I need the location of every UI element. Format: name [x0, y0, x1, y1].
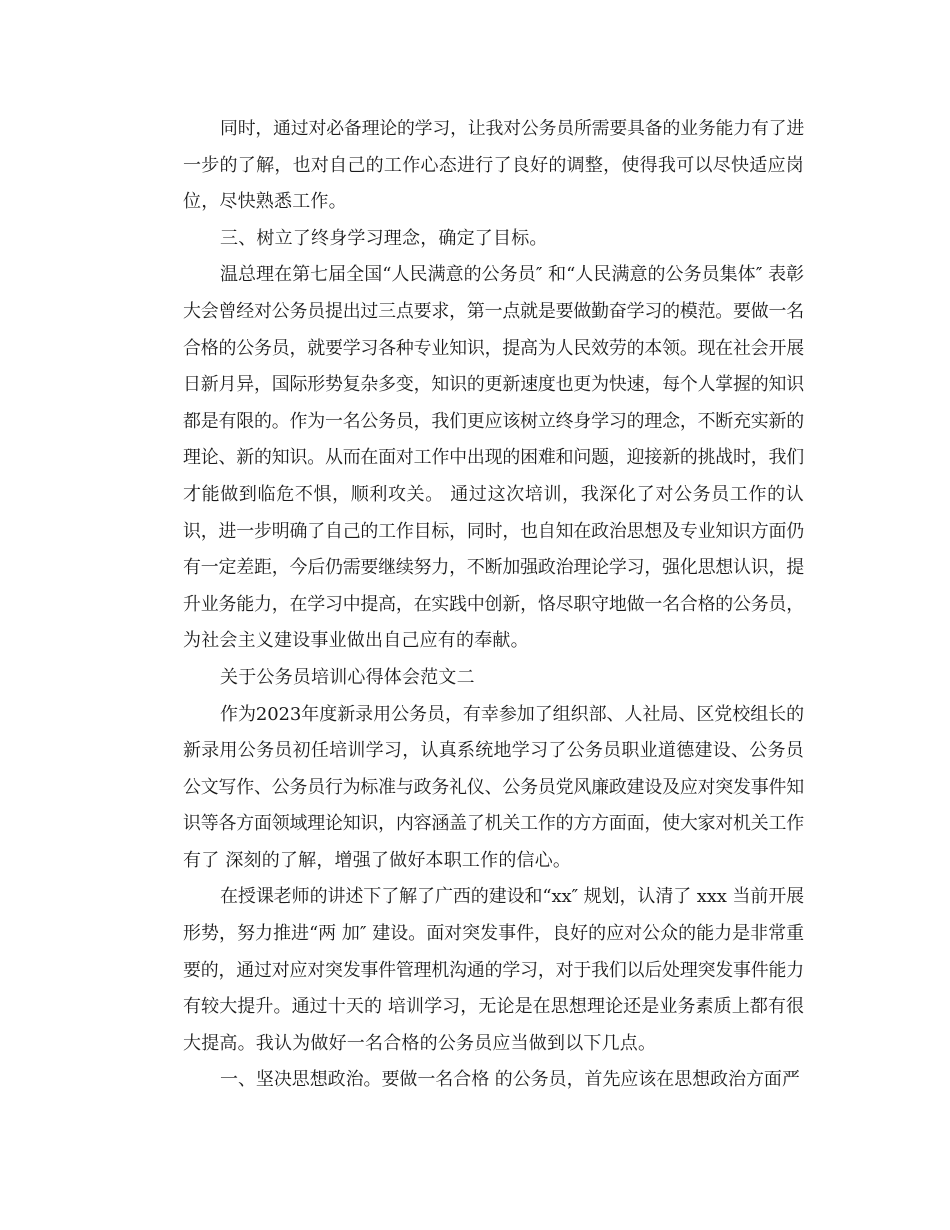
text-line: 一、坚决思想政治。要做一名合格 的公务员，首先应该在思想政治方面严 — [220, 1069, 800, 1091]
text-line: 同时，通过对必备理论的学习，让我对公务员所需要具备的业务能力有了进 — [220, 118, 804, 139]
text-line: 关于公务员培训心得体会范文二 — [220, 666, 475, 688]
text-line: 一步的了解，也对自己的工作心态进行了良好的调整，使得我可以尽快适应岗 — [183, 154, 804, 176]
text-line: 为社会主义建设事业做出自己应有的奉献。 — [183, 630, 529, 652]
document-body — [146, 111, 804, 1099]
text-line: 都是有限的。作为一名公务员，我们更应该树立终身学习的理念，不断充实新的 — [183, 410, 804, 432]
paragraph-4 — [146, 879, 804, 1062]
text-line: 有一定差距，今后仍需要继续努力，不断加强政治理论学习，强化思想认识，提 — [183, 557, 804, 579]
text-line: 才能做到临危不惧，顺利攻关。 通过这次培训，我深化了对公务员工作的认 — [183, 483, 804, 505]
text-line: 位，尽快熟悉工作。 — [183, 191, 347, 213]
text-line: 大提高。我认为做好一名合格的公务员应当做到以下几点。 — [183, 1032, 657, 1054]
text-line: 有较大提升。通过十天的 培训学习，无论是在思想理论还是业务素质上都有很 — [183, 996, 804, 1018]
article-title-2 — [146, 660, 804, 697]
text-line: 作为2023年度新录用公务员，有幸参加了组织部、人社局、区党校组长的 — [220, 703, 804, 725]
paragraph-3 — [146, 697, 804, 880]
text-line: 日新月异，国际形势复杂多变，知识的更新速度也更为快速，每个人掌握的知识 — [183, 374, 804, 396]
paragraph-1 — [146, 111, 804, 221]
text-line: 公文写作、公务员行为标准与政务礼仪、公务员党风廉政建设及应对突发事件知 — [183, 776, 804, 798]
text-line: 大会曾经对公务员提出过三点要求，第一点就是要做勤奋学习的模范。要做一名 — [183, 300, 804, 322]
paragraph-2 — [146, 257, 804, 660]
text-line: 合格的公务员，就要学习各种专业知识，提高为人民效劳的本领。现在社会开展 — [183, 337, 804, 359]
text-line: 识等各方面领域理论知识，内容涵盖了机关工作的方方面面，使大家对机关工作 — [183, 813, 804, 835]
section-heading-3 — [146, 221, 804, 258]
text-line: 升业务能力，在学习中提高，在实践中创新，恪尽职守地做一名合格的公务员， — [183, 593, 804, 615]
text-line: 形势，努力推进“两 加″ 建设。面对突发事件，良好的应对公众的能力是非常重 — [183, 923, 804, 945]
text-line: 理论、新的知识。从而在面对工作中出现的困难和问题，迎接新的挑战时，我们 — [183, 447, 804, 469]
text-line: 新录用公务员初任培训学习，认真系统地学习了公务员职业道德建设、公务员 — [183, 740, 804, 762]
text-line: 温总理在第七届全国“人民满意的公务员″ 和“人民满意的公务员集体″ 表彰 — [220, 264, 804, 286]
section-heading-1 — [146, 1062, 804, 1099]
text-line: 有了 深刻的了解，增强了做好本职工作的信心。 — [183, 849, 572, 871]
text-line: 要的，通过对应对突发事件管理机沟通的学习，对于我们以后处理突发事件能力 — [183, 959, 804, 981]
text-line: 识，进一步明确了自己的工作目标，同时，也自知在政治思想及专业知识方面仍 — [183, 520, 804, 542]
text-line: 三、树立了终身学习理念，确定了目标。 — [220, 227, 548, 249]
text-line: 在授课老师的讲述下了解了广西的建设和“xx″ 规划，认清了 xxx 当前开展 — [220, 886, 804, 908]
